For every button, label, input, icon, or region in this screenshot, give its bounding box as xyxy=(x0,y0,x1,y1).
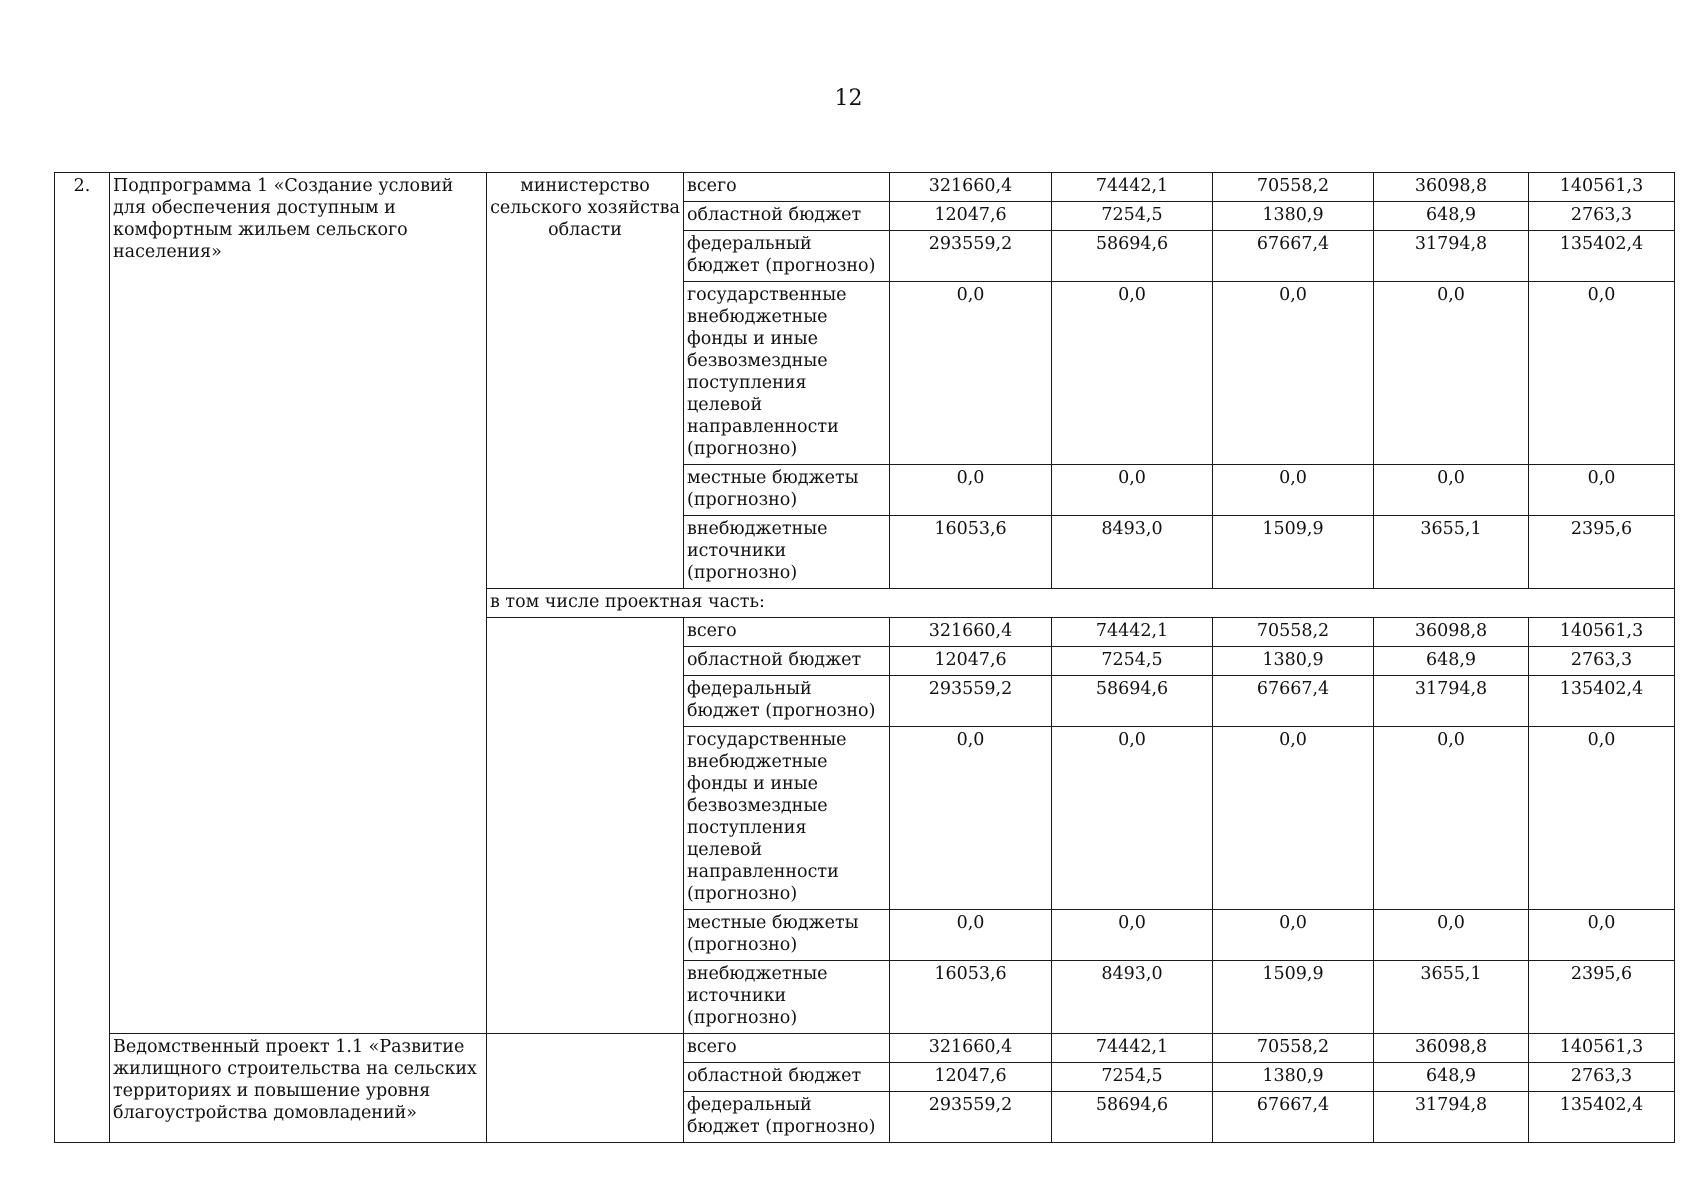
funding-source-cell: всего xyxy=(684,1034,890,1063)
amount-cell: 58694,6 xyxy=(1052,1092,1213,1143)
amount-cell: 2763,3 xyxy=(1529,647,1675,676)
funding-source-cell: всего xyxy=(684,618,890,647)
row-index: 2. xyxy=(55,173,110,1143)
amount-cell: 74442,1 xyxy=(1052,1034,1213,1063)
amount-cell: 0,0 xyxy=(1529,465,1675,516)
amount-cell: 135402,4 xyxy=(1529,1092,1675,1143)
amount-cell: 67667,4 xyxy=(1213,231,1374,282)
amount-cell: 3655,1 xyxy=(1374,516,1529,589)
funding-source-cell: внебюджетные источники (прогнозно) xyxy=(684,516,890,589)
executor-cell-empty xyxy=(487,1034,684,1143)
amount-cell: 3655,1 xyxy=(1374,961,1529,1034)
subprogram-title: Подпрограмма 1 «Создание условий для обеспечения доступным и комфортным жильем сельского населения» xyxy=(110,173,487,1034)
amount-cell: 0,0 xyxy=(1052,282,1213,465)
funding-source-cell: федеральный бюджет (прогнозно) xyxy=(684,1092,890,1143)
amount-cell: 31794,8 xyxy=(1374,231,1529,282)
amount-cell: 0,0 xyxy=(1213,727,1374,910)
amount-cell: 74442,1 xyxy=(1052,173,1213,202)
table-row xyxy=(55,173,1675,202)
amount-cell: 31794,8 xyxy=(1374,676,1529,727)
amount-cell: 293559,2 xyxy=(890,676,1052,727)
amount-cell: 648,9 xyxy=(1374,647,1529,676)
amount-cell: 58694,6 xyxy=(1052,231,1213,282)
amount-cell: 0,0 xyxy=(890,910,1052,961)
amount-cell: 16053,6 xyxy=(890,516,1052,589)
amount-cell: 140561,3 xyxy=(1529,1034,1675,1063)
executor-cell: министерство сельского хозяйства области xyxy=(487,173,684,589)
amount-cell: 2763,3 xyxy=(1529,202,1675,231)
amount-cell: 36098,8 xyxy=(1374,173,1529,202)
amount-cell: 12047,6 xyxy=(890,647,1052,676)
amount-cell: 12047,6 xyxy=(890,202,1052,231)
amount-cell: 12047,6 xyxy=(890,1063,1052,1092)
amount-cell: 8493,0 xyxy=(1052,961,1213,1034)
amount-cell: 321660,4 xyxy=(890,1034,1052,1063)
amount-cell: 0,0 xyxy=(1213,910,1374,961)
amount-cell: 0,0 xyxy=(1374,282,1529,465)
amount-cell: 0,0 xyxy=(1374,727,1529,910)
amount-cell: 31794,8 xyxy=(1374,1092,1529,1143)
amount-cell: 7254,5 xyxy=(1052,1063,1213,1092)
amount-cell: 135402,4 xyxy=(1529,231,1675,282)
amount-cell: 0,0 xyxy=(1374,910,1529,961)
page-number: 12 xyxy=(834,86,863,111)
amount-cell: 140561,3 xyxy=(1529,173,1675,202)
amount-cell: 0,0 xyxy=(890,282,1052,465)
amount-cell: 140561,3 xyxy=(1529,618,1675,647)
amount-cell: 70558,2 xyxy=(1213,173,1374,202)
funding-source-cell: государственные внебюджетные фонды и иные безвозмездные поступления целевой направленности (прогнозно) xyxy=(684,282,890,465)
amount-cell: 2763,3 xyxy=(1529,1063,1675,1092)
department-project-title: Ведомственный проект 1.1 «Развитие жилищного строительства на сельских территориях и повышение уровня благоустройства домовладений» xyxy=(110,1034,487,1143)
amount-cell: 1380,9 xyxy=(1213,202,1374,231)
funding-source-cell: внебюджетные источники (прогнозно) xyxy=(684,961,890,1034)
amount-cell: 0,0 xyxy=(1529,282,1675,465)
amount-cell: 648,9 xyxy=(1374,202,1529,231)
amount-cell: 0,0 xyxy=(1213,282,1374,465)
amount-cell: 0,0 xyxy=(890,465,1052,516)
amount-cell: 7254,5 xyxy=(1052,647,1213,676)
amount-cell: 0,0 xyxy=(1374,465,1529,516)
amount-cell: 1509,9 xyxy=(1213,961,1374,1034)
amount-cell: 321660,4 xyxy=(890,618,1052,647)
funding-source-cell: федеральный бюджет (прогнозно) xyxy=(684,676,890,727)
amount-cell: 36098,8 xyxy=(1374,618,1529,647)
amount-cell: 1380,9 xyxy=(1213,1063,1374,1092)
amount-cell: 293559,2 xyxy=(890,1092,1052,1143)
amount-cell: 0,0 xyxy=(1052,910,1213,961)
table-row xyxy=(55,1034,1675,1063)
amount-cell: 2395,6 xyxy=(1529,961,1675,1034)
amount-cell: 8493,0 xyxy=(1052,516,1213,589)
funding-source-cell: местные бюджеты (прогнозно) xyxy=(684,910,890,961)
amount-cell: 0,0 xyxy=(1052,465,1213,516)
amount-cell: 36098,8 xyxy=(1374,1034,1529,1063)
funding-source-cell: областной бюджет xyxy=(684,1063,890,1092)
funding-source-cell: федеральный бюджет (прогнозно) xyxy=(684,231,890,282)
amount-cell: 67667,4 xyxy=(1213,1092,1374,1143)
amount-cell: 1509,9 xyxy=(1213,516,1374,589)
amount-cell: 16053,6 xyxy=(890,961,1052,1034)
amount-cell: 648,9 xyxy=(1374,1063,1529,1092)
amount-cell: 70558,2 xyxy=(1213,618,1374,647)
amount-cell: 0,0 xyxy=(890,727,1052,910)
amount-cell: 74442,1 xyxy=(1052,618,1213,647)
amount-cell: 0,0 xyxy=(1529,727,1675,910)
amount-cell: 2395,6 xyxy=(1529,516,1675,589)
funding-source-cell: государственные внебюджетные фонды и иные безвозмездные поступления целевой направленности (прогнозно) xyxy=(684,727,890,910)
amount-cell: 0,0 xyxy=(1529,910,1675,961)
funding-source-cell: областной бюджет xyxy=(684,202,890,231)
funding-source-cell: всего xyxy=(684,173,890,202)
amount-cell: 293559,2 xyxy=(890,231,1052,282)
funding-source-cell: местные бюджеты (прогнозно) xyxy=(684,465,890,516)
amount-cell: 135402,4 xyxy=(1529,676,1675,727)
amount-cell: 67667,4 xyxy=(1213,676,1374,727)
project-part-label: в том числе проектная часть: xyxy=(487,589,1675,618)
executor-cell-empty xyxy=(487,618,684,1034)
amount-cell: 1380,9 xyxy=(1213,647,1374,676)
amount-cell: 0,0 xyxy=(1052,727,1213,910)
amount-cell: 321660,4 xyxy=(890,173,1052,202)
budget-table xyxy=(54,172,1675,1143)
amount-cell: 58694,6 xyxy=(1052,676,1213,727)
amount-cell: 70558,2 xyxy=(1213,1034,1374,1063)
amount-cell: 0,0 xyxy=(1213,465,1374,516)
amount-cell: 7254,5 xyxy=(1052,202,1213,231)
funding-source-cell: областной бюджет xyxy=(684,647,890,676)
